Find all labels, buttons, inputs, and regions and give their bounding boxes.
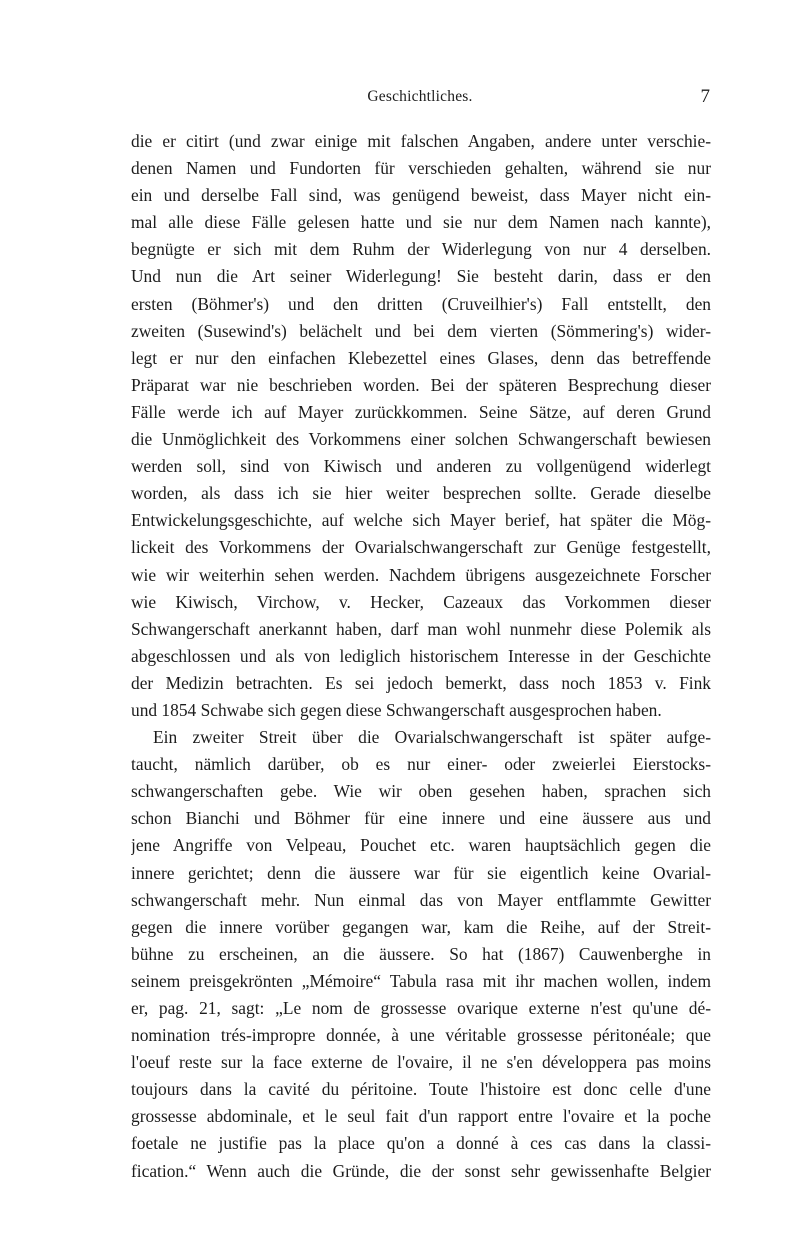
text-line: ersten (Böhmer's) und den dritten (Cruveilhier's) Fall entstellt, den: [131, 293, 711, 314]
text-line: abgeschlossen und als von lediglich historischem Interesse in der Geschichte: [131, 645, 711, 666]
text-line: schwangerschaften gebe. Wie wir oben gesehen haben, sprachen sich: [131, 781, 711, 802]
text-line: gegen die innere vorüber gegangen war, kam die Reihe, auf der Streit-: [131, 916, 711, 937]
text-line-paragraph-start: Ein zweiter Streit über die Ovarialschwangerschaft ist später aufge-: [153, 727, 711, 748]
text-line: ein und derselbe Fall sind, was genügend beweist, dass Mayer nicht ein-: [131, 185, 711, 206]
text-line: grossesse abdominale, et le seul fait d'un rapport entre l'ovaire et la poche: [131, 1106, 711, 1127]
text-line: zweiten (Susewind's) belächelt und bei dem vierten (Sömmering's) wider-: [131, 320, 711, 341]
text-line: die Unmöglichkeit des Vorkommens einer solchen Schwangerschaft bewiesen: [131, 429, 711, 450]
text-line: jene Angriffe von Velpeau, Pouchet etc. waren hauptsächlich gegen die: [131, 835, 711, 856]
text-line: Präparat war nie beschrieben worden. Bei der späteren Besprechung dieser: [131, 374, 711, 395]
page-number: 7: [700, 86, 710, 107]
text-line: Schwangerschaft anerkannt haben, darf man wohl nunmehr diese Polemik als: [131, 618, 711, 639]
text-line: schon Bianchi und Böhmer für eine innere und eine äussere aus und: [131, 808, 711, 829]
text-line: legt er nur den einfachen Klebezettel eines Glases, denn das betreffende: [131, 347, 711, 368]
text-line: foetale ne justifie pas la place qu'on a donné à ces cas dans la classi-: [131, 1133, 711, 1154]
text-line: Fälle werde ich auf Mayer zurückkommen. Seine Sätze, auf deren Grund: [131, 401, 711, 422]
text-line: mal alle diese Fälle gelesen hatte und sie nur dem Namen nach kannte),: [131, 212, 711, 233]
text-line: begnügte er sich mit dem Ruhm der Widerlegung von nur 4 derselben.: [131, 239, 711, 260]
text-line: lickeit des Vorkommens der Ovarialschwangerschaft zur Genüge festgestellt,: [131, 537, 711, 558]
body-text: [131, 128, 711, 1185]
text-line: toujours dans la cavité du péritoine. Toute l'histoire est donc celle d'une: [131, 1079, 711, 1100]
text-line: nomination trés-impropre donnée, à une véritable grossesse péritonéale; que: [131, 1025, 711, 1046]
text-line: werden soll, sind von Kiwisch und anderen zu vollgenügend widerlegt: [131, 456, 711, 477]
text-line: er, pag. 21, sagt: „Le nom de grossesse ovarique externe n'est qu'une dé-: [131, 998, 711, 1018]
text-line: taucht, nämlich darüber, ob es nur einer- oder zweierlei Eierstocks-: [131, 754, 711, 775]
text-line: wie Kiwisch, Virchow, v. Hecker, Cazeaux das Vorkommen dieser: [131, 591, 711, 612]
text-line: schwangerschaft mehr. Nun einmal das von Mayer entflammte Gewitter: [131, 889, 711, 910]
text-line: l'oeuf reste sur la face externe de l'ovaire, il ne s'en développera pas moins: [131, 1052, 711, 1073]
text-line: denen Namen und Fundorten für verschieden gehalten, während sie nur: [131, 158, 711, 179]
page-header: [130, 88, 710, 112]
text-line: Entwickelungsgeschichte, auf welche sich Mayer berief, hat später die Mög-: [131, 510, 711, 531]
text-line: fication.“ Wenn auch die Gründe, die der sonst sehr gewissenhafte Belgier: [131, 1160, 711, 1181]
text-line: bühne zu erscheinen, an die äussere. So hat (1867) Cauwenberghe in: [131, 943, 711, 964]
text-line: seinem preisgekrönten „Mémoire“ Tabula rasa mit ihr machen wollen, indem: [131, 970, 711, 991]
text-line: der Medizin betrachten. Es sei jedoch bemerkt, dass noch 1853 v. Fink: [131, 672, 711, 693]
text-line: die er citirt (und zwar einige mit falschen Angaben, andere unter verschie-: [131, 131, 711, 151]
text-line: innere gerichtet; denn die äussere war für sie eigentlich keine Ovarial-: [131, 862, 711, 883]
text-line: worden, als dass ich sie hier weiter besprechen sollte. Gerade dieselbe: [131, 483, 711, 504]
running-head: Geschichtliches.: [367, 88, 473, 105]
text-line-paragraph-end: und 1854 Schwabe sich gegen diese Schwangerschaft ausgesprochen haben.: [131, 699, 662, 720]
text-line: Und nun die Art seiner Widerlegung! Sie besteht darin, dass er den: [131, 266, 711, 287]
text-line: wie wir weiterhin sehen werden. Nachdem übrigens ausgezeichnete Forscher: [131, 564, 711, 585]
